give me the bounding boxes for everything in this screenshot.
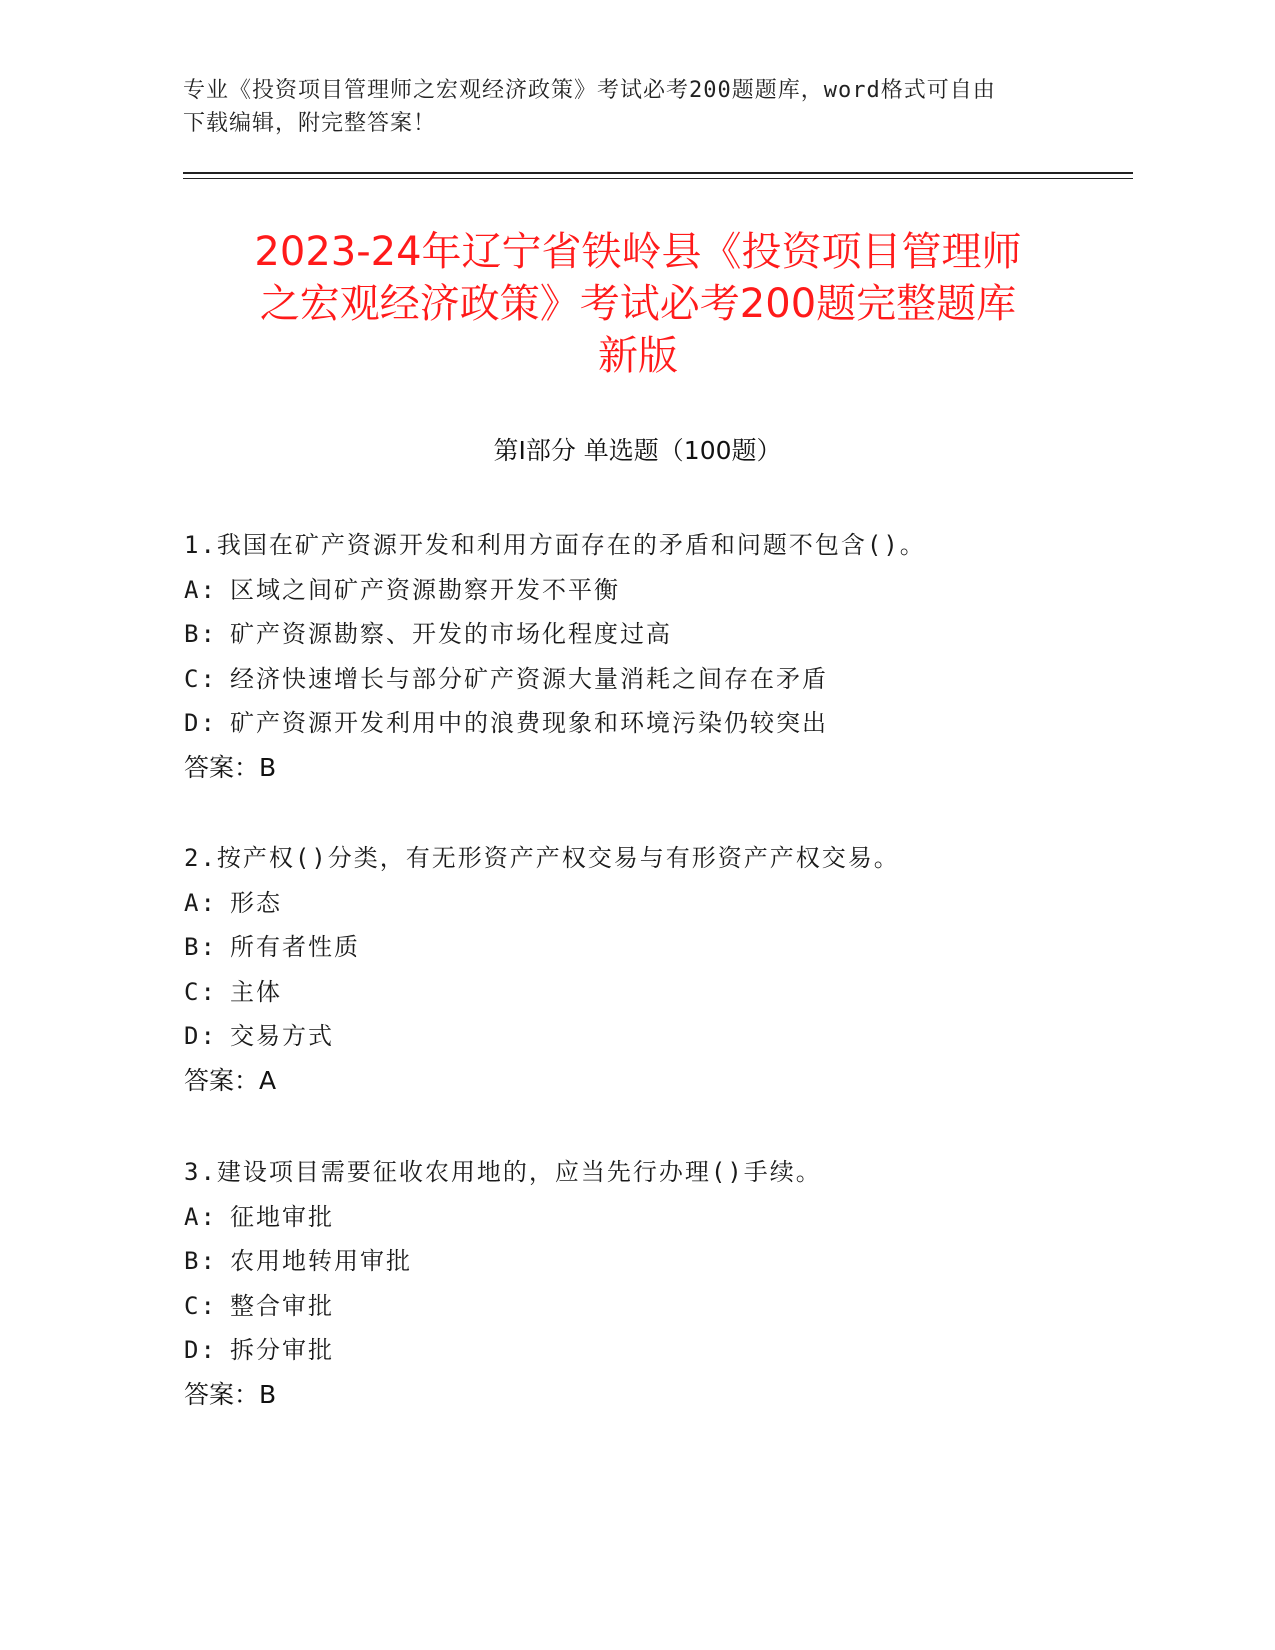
option-text: 经济快速增长与部分矿产资源大量消耗之间存在矛盾 [230,664,828,693]
section-heading: 第Ⅰ部分 单选题（100题） [493,436,782,465]
option-text: 整合审批 [230,1291,334,1320]
header-rule-thin [183,178,1133,179]
option-key: D: [184,709,217,737]
question-2 [184,836,1084,1103]
answer: 答案：B [184,752,277,782]
document-title-line-1: 2023-24年辽宁省铁岭县《投资项目管理师 [254,229,1022,275]
option-key: B: [184,933,217,961]
option-key: C: [184,664,217,693]
document-title-line-2: 之宏观经济政策》考试必考200题完整题库 [259,281,1017,327]
header-note-line-1: 专业《投资项目管理师之宏观经济政策》考试必考200题题库，word格式可自由 [183,78,996,103]
question-stem: 1.我国在矿产资源开发和利用方面存在的矛盾和问题不包含()。 [184,531,926,559]
answer: 答案：A [184,1065,277,1095]
option-a [184,1195,1084,1240]
option-b [184,612,1084,657]
option-c [184,657,1084,702]
option-text: 主体 [230,977,282,1006]
option-key: B: [184,620,217,648]
option-key: D: [184,1022,217,1050]
option-a [184,568,1084,613]
option-b [184,1239,1084,1284]
header-note-line-2: 下载编辑，附完整答案！ [183,111,437,136]
option-text: 形态 [230,888,282,917]
option-key: B: [184,1247,217,1275]
option-key: C: [184,1291,217,1320]
option-a [184,881,1084,926]
question-3 [184,1150,1084,1417]
option-d [184,701,1084,746]
option-c [184,1284,1084,1329]
question-stem: 3.建设项目需要征收农用地的，应当先行办理()手续。 [184,1158,822,1186]
option-text: 矿产资源勘察、开发的市场化程度过高 [230,620,672,648]
option-text: 农用地转用审批 [230,1247,412,1275]
document-title-line-3: 新版 [598,333,678,379]
option-key: D: [184,1336,217,1364]
option-text: 所有者性质 [230,933,360,961]
header-rule-thick [183,172,1133,174]
option-d [184,1328,1084,1373]
question-1 [184,523,1084,790]
answer: 答案：B [184,1379,277,1409]
document-title [183,226,1093,382]
option-key: A: [184,888,217,917]
question-stem: 2.按产权()分类，有无形资产产权交易与有形资产产权交易。 [184,844,900,872]
option-key: C: [184,977,217,1006]
option-key: A: [184,575,217,604]
header-note [183,74,1063,140]
option-text: 区域之间矿产资源勘察开发不平衡 [230,575,620,604]
option-d [184,1014,1084,1059]
option-c [184,970,1084,1015]
option-text: 交易方式 [230,1022,334,1050]
option-text: 矿产资源开发利用中的浪费现象和环境污染仍较突出 [230,709,828,737]
option-text: 征地审批 [230,1202,334,1231]
option-key: A: [184,1202,217,1231]
option-text: 拆分审批 [230,1336,334,1364]
option-b [184,925,1084,970]
